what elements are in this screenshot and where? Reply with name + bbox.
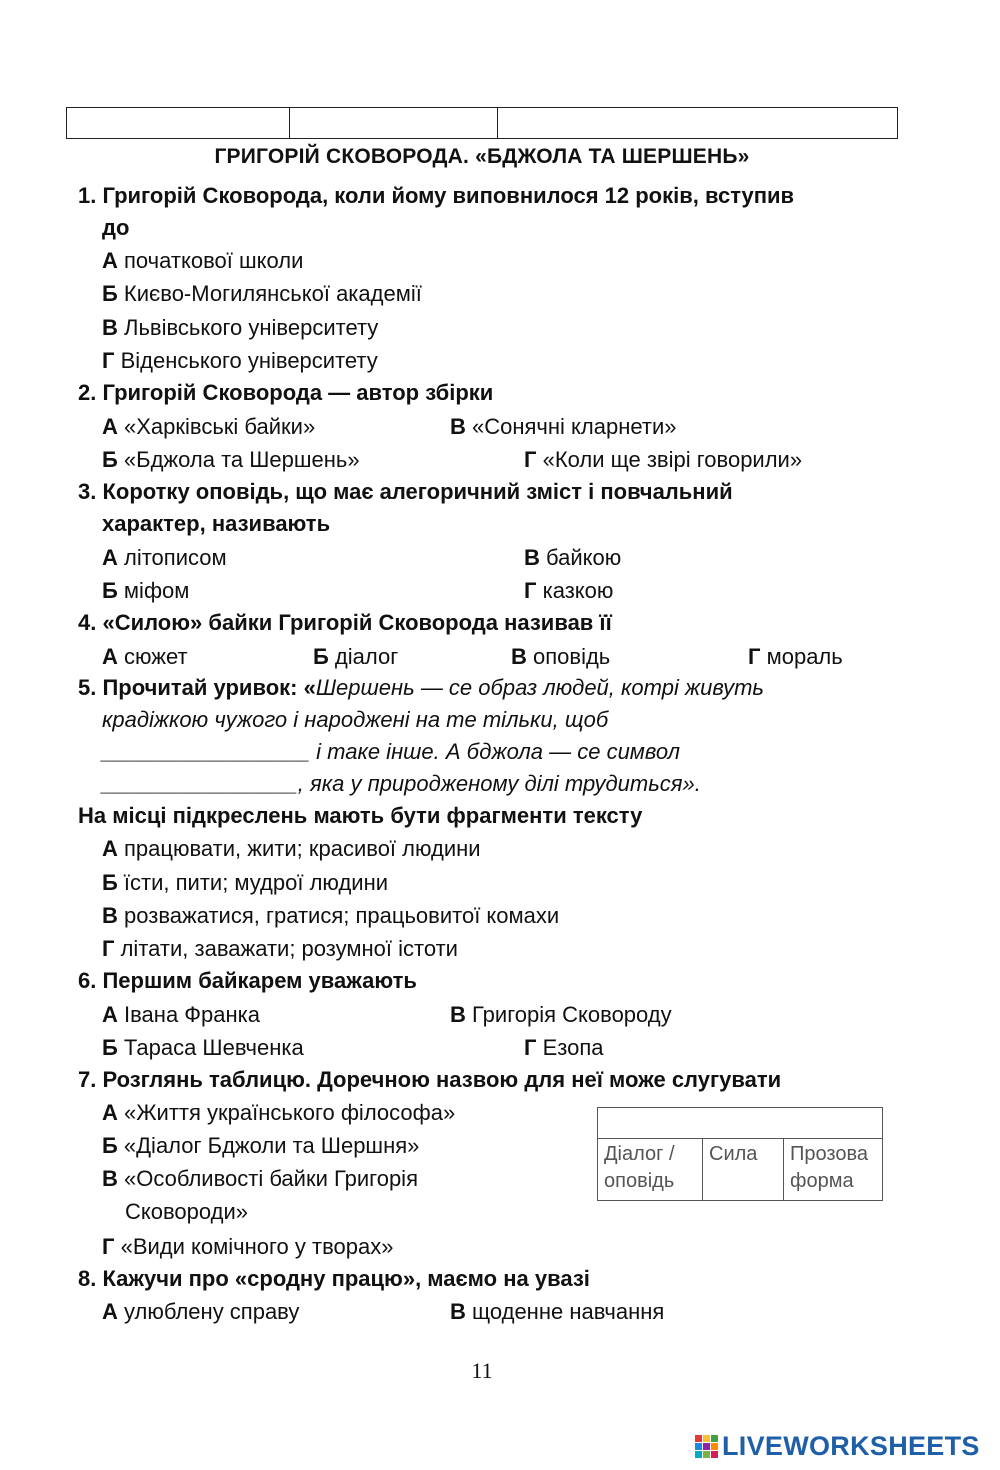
option-letter: Б <box>102 1035 118 1060</box>
question-4-text: 4. «Силою» байки Григорій Сковорода називав її <box>78 610 612 635</box>
header-cell <box>290 108 498 139</box>
q1-option-a[interactable] <box>102 248 303 274</box>
q1-option-v[interactable] <box>102 315 378 341</box>
option-text: «Життя українського філософа» <box>117 1100 456 1125</box>
q4-option-v[interactable] <box>511 644 610 670</box>
q4-option-b[interactable] <box>313 644 398 670</box>
option-letter: В <box>450 1002 466 1027</box>
option-text: Григорія Сковороду <box>465 1002 672 1027</box>
q3-option-h[interactable] <box>524 578 613 604</box>
q6-option-v[interactable] <box>450 1002 672 1028</box>
option-text: Тараса Шевченка <box>117 1035 304 1060</box>
q6-option-h[interactable] <box>524 1035 604 1061</box>
option-letter: Б <box>102 1133 118 1158</box>
q7-option-b[interactable] <box>102 1133 419 1159</box>
option-text: сюжет <box>117 644 188 669</box>
option-letter: Б <box>102 447 118 472</box>
q8-option-a[interactable] <box>102 1299 299 1325</box>
table-cell <box>598 1108 703 1139</box>
option-text: діалог <box>328 644 399 669</box>
question-5-prompt: На місці підкреслень мають бути фрагменти тексту <box>78 803 643 828</box>
question-3-text-line-2: характер, називають <box>102 511 331 536</box>
option-text: улюблену справу <box>117 1299 300 1324</box>
option-letter: В <box>524 545 540 570</box>
option-letter: А <box>102 644 118 669</box>
option-letter: В <box>102 1166 118 1191</box>
option-text: «Види комічного у творах» <box>114 1234 394 1259</box>
q5-option-v[interactable] <box>102 903 559 929</box>
option-letter: Г <box>524 447 537 472</box>
option-letter: Б <box>102 870 118 895</box>
question-2-text: 2. Григорій Сковорода — автор збірки <box>78 380 494 405</box>
option-letter: Б <box>313 644 329 669</box>
option-letter: А <box>102 1002 118 1027</box>
option-text: казкою <box>536 578 614 603</box>
question-5-lead: 5. Прочитай уривок: « <box>78 675 316 700</box>
option-letter: А <box>102 1299 118 1324</box>
option-letter: Б <box>102 578 118 603</box>
option-text: «Особливості байки Григорія <box>117 1166 418 1191</box>
q3-option-v[interactable] <box>524 545 621 571</box>
option-letter: А <box>102 1100 118 1125</box>
header-cell <box>498 108 898 139</box>
option-letter: Г <box>102 348 115 373</box>
q7-option-a[interactable] <box>102 1100 455 1126</box>
option-text: працювати, жити; красивої людини <box>117 836 481 861</box>
option-text: щоденне навчання <box>465 1299 665 1324</box>
question-3-text-line-1: 3. Коротку оповідь, що має алегоричний зміст і повчальний <box>78 479 733 504</box>
q4-option-a[interactable] <box>102 644 188 670</box>
option-text: оповідь <box>526 644 611 669</box>
option-letter: А <box>102 414 118 439</box>
option-text: міфом <box>117 578 190 603</box>
q5-option-a[interactable] <box>102 836 481 862</box>
q6-option-b[interactable] <box>102 1035 304 1061</box>
option-letter: В <box>450 1299 466 1324</box>
table-cell <box>784 1108 883 1139</box>
option-letter: А <box>102 836 118 861</box>
q7-option-v-continued: Сковороди» <box>125 1199 249 1224</box>
liveworksheets-logo-icon <box>695 1435 718 1458</box>
question-7-text: 7. Розглянь таблицю. Доречною назвою для неї може слугувати <box>78 1067 782 1092</box>
q2-option-b[interactable] <box>102 447 360 473</box>
option-text: «Коли ще звірі говорили» <box>536 447 803 472</box>
question-6-text: 6. Першим байкарем уважають <box>78 968 417 993</box>
blank-1[interactable]: _________________ <box>102 739 311 764</box>
quote-text: , яка у природженому ділі трудиться». <box>297 771 701 796</box>
option-text: Івана Франка <box>117 1002 260 1027</box>
q2-option-v[interactable] <box>450 414 676 440</box>
option-letter: В <box>450 414 466 439</box>
question-1-text-line-2: до <box>102 215 130 240</box>
option-text: «Харківські байки» <box>117 414 316 439</box>
option-letter: В <box>511 644 527 669</box>
page-title: ГРИГОРІЙ СКОВОРОДА. «БДЖОЛА ТА ШЕРШЕНЬ» <box>214 145 750 168</box>
option-text: літати, заважати; розумної істоти <box>114 936 458 961</box>
option-letter: А <box>102 545 118 570</box>
quote-text: і таке інше. А бджола — се символ <box>310 739 681 764</box>
q7-option-h[interactable] <box>102 1234 393 1260</box>
option-text: байкою <box>539 545 622 570</box>
option-text: Львівського університету <box>117 315 379 340</box>
table-cell-dialog: Діалог / оповідь <box>598 1139 703 1201</box>
table-cell-prose: Прозова форма <box>784 1139 883 1201</box>
option-text: мораль <box>760 644 843 669</box>
q5-option-h[interactable] <box>102 936 458 962</box>
page-number: 11 <box>471 1358 493 1383</box>
header-answer-table <box>66 107 898 139</box>
option-letter: Г <box>102 1234 115 1259</box>
question-8-text: 8. Кажучи про «сродну працю», маємо на увазі <box>78 1266 590 1291</box>
q6-option-a[interactable] <box>102 1002 260 1028</box>
option-text: «Бджола та Шершень» <box>117 447 360 472</box>
q1-option-b[interactable] <box>102 281 422 307</box>
q5-option-b[interactable] <box>102 870 388 896</box>
option-letter: А <box>102 248 118 273</box>
liveworksheets-logo-text: LIVEWORKSHEETS <box>722 1430 980 1461</box>
option-letter: Г <box>102 936 115 961</box>
quote-text: Шершень — се образ людей, котрі живуть <box>315 675 764 700</box>
table-cell <box>703 1108 784 1139</box>
header-cell <box>67 108 290 139</box>
option-letter: Г <box>748 644 761 669</box>
option-text: Віденського університету <box>114 348 378 373</box>
option-letter: В <box>102 315 118 340</box>
option-letter: Г <box>524 578 537 603</box>
table-cell-sila: Сила <box>703 1139 784 1201</box>
option-text: початкової школи <box>117 248 304 273</box>
question-5-line-3 <box>102 739 680 765</box>
option-text: «Сонячні кларнети» <box>465 414 677 439</box>
q8-option-v[interactable] <box>450 1299 664 1325</box>
q3-option-b[interactable] <box>102 578 189 604</box>
q3-option-a[interactable] <box>102 545 227 571</box>
q2-option-h[interactable] <box>524 447 802 473</box>
q4-option-h[interactable] <box>748 644 843 670</box>
q1-option-h[interactable] <box>102 348 378 374</box>
question-5-line-1 <box>78 675 764 701</box>
option-text: розважатися, гратися; працьовитої комахи <box>117 903 560 928</box>
blank-2[interactable]: ________________ <box>102 771 298 796</box>
question-5-line-2: крадіжкою чужого і народжені на те тільки, щоб <box>102 707 609 732</box>
option-text: їсти, пити; мудрої людини <box>117 870 389 895</box>
question-7-table <box>597 1107 883 1201</box>
option-text: Києво-Могилянської академії <box>117 281 422 306</box>
option-text: літописом <box>117 545 227 570</box>
option-letter: Г <box>524 1035 537 1060</box>
option-text: Езопа <box>536 1035 604 1060</box>
liveworksheets-logo[interactable] <box>695 1430 980 1462</box>
question-1-text-line-1: 1. Григорій Сковорода, коли йому виповнилося 12 років, вступив <box>78 183 795 208</box>
option-letter: Б <box>102 281 118 306</box>
q2-option-a[interactable] <box>102 414 315 440</box>
q7-option-v[interactable] <box>102 1166 418 1192</box>
question-5-line-4 <box>102 771 701 797</box>
option-text: «Діалог Бджоли та Шершня» <box>117 1133 420 1158</box>
option-letter: В <box>102 903 118 928</box>
